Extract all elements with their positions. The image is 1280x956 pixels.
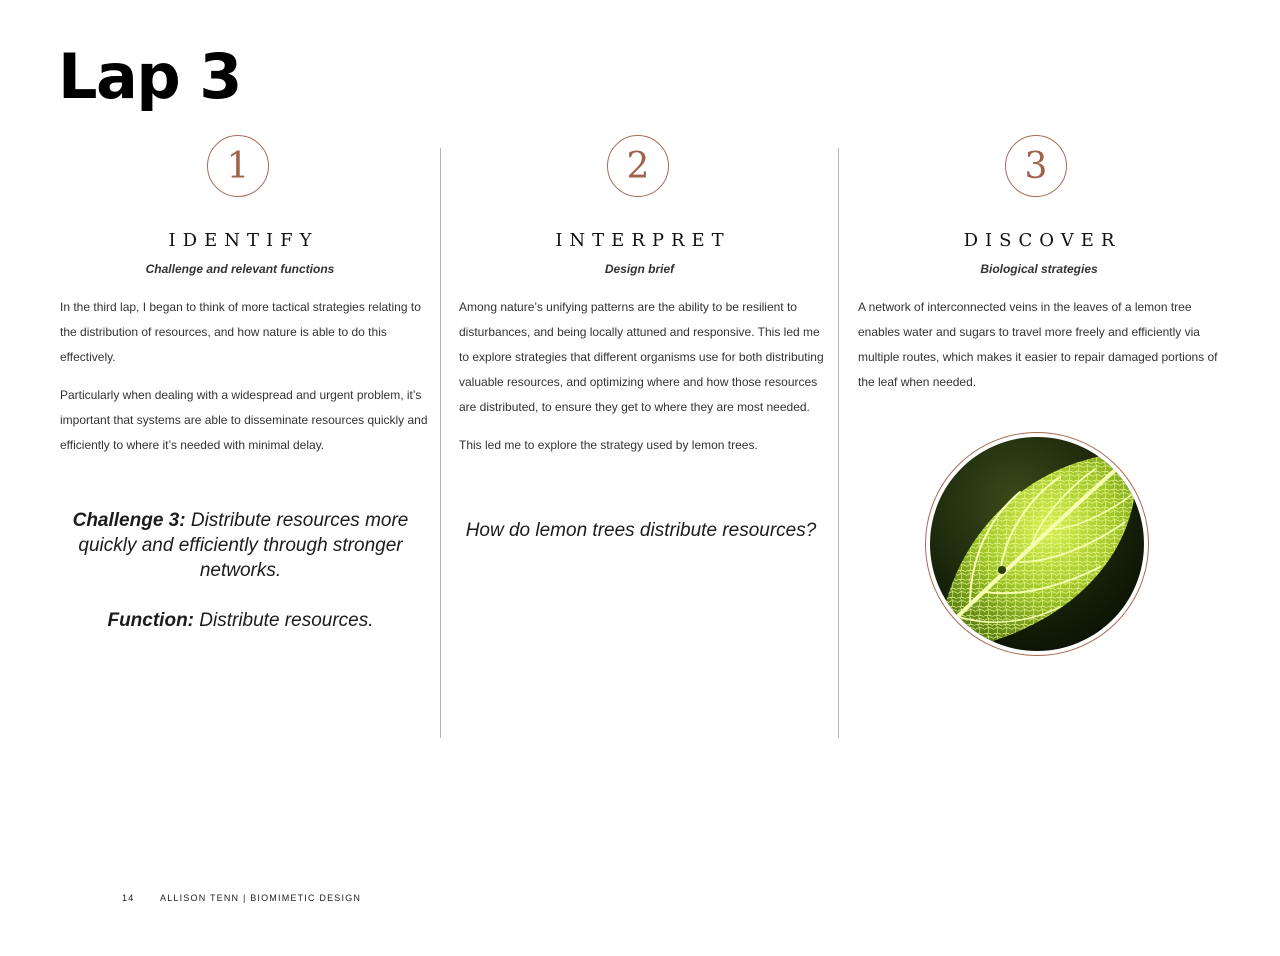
step-title: DISCOVER xyxy=(963,230,1122,251)
step-subtitle: Challenge and relevant functions xyxy=(145,262,335,276)
page-title: Lap 3 xyxy=(58,40,241,113)
body-paragraph: Particularly when dealing with a widespread and urgent problem, it’s important that systems are able to disseminate resources quickly and efficiently to where it’s needed with minimal delay. xyxy=(60,388,428,452)
design-question: How do lemon trees distribute resources? xyxy=(465,520,817,541)
body-paragraph: A network of interconnected veins in the leaves of a lemon tree enables water and sugars to travel more freely and efficiently via multiple routes, which makes it easier to repair damaged portions of the leaf when needed. xyxy=(858,300,1218,389)
body-paragraph: In the third lap, I began to think of more tactical strategies relating to the distribution of resources, and how nature is able to do this effectively. xyxy=(60,300,421,364)
step-body xyxy=(858,295,1230,408)
step-title: INTERPRET xyxy=(555,230,731,251)
identify-column xyxy=(40,0,440,760)
step-subtitle: Design brief xyxy=(604,262,675,276)
challenge-statement xyxy=(68,508,413,583)
footer-credit: ALLISON TENN | BIOMIMETIC DESIGN xyxy=(160,893,362,903)
page-number: 14 xyxy=(122,893,135,903)
step-subtitle: Biological strategies xyxy=(980,262,1098,276)
challenge-text: Distribute resources more quickly and efficiently through stronger networks. xyxy=(78,510,409,581)
leaf-vein-photo-icon xyxy=(930,437,1144,651)
lemon-leaf-image xyxy=(925,432,1149,656)
function-statement xyxy=(68,608,413,633)
step-title: IDENTIFY xyxy=(168,230,319,251)
body-paragraph: This led me to explore the strategy used by lemon trees. xyxy=(459,438,758,452)
step-number-badge: 2 xyxy=(607,135,669,197)
body-paragraph: Among nature’s unifying patterns are the ability to be resilient to disturbances, and being locally attuned and responsive. This led me to explore strategies that different organisms use for both distributing valuable resources, and optimizing where and how those resources are distributed, to ensure they get to where they are most needed. xyxy=(459,300,824,414)
function-text: Distribute resources. xyxy=(199,610,374,631)
step-body xyxy=(60,295,430,471)
challenge-label: Challenge 3: xyxy=(72,510,186,531)
interpret-column xyxy=(441,0,838,760)
step-number-badge: 3 xyxy=(1005,135,1067,197)
step-body xyxy=(459,295,825,471)
step-number-badge: 1 xyxy=(207,135,269,197)
function-label: Function: xyxy=(107,610,194,631)
